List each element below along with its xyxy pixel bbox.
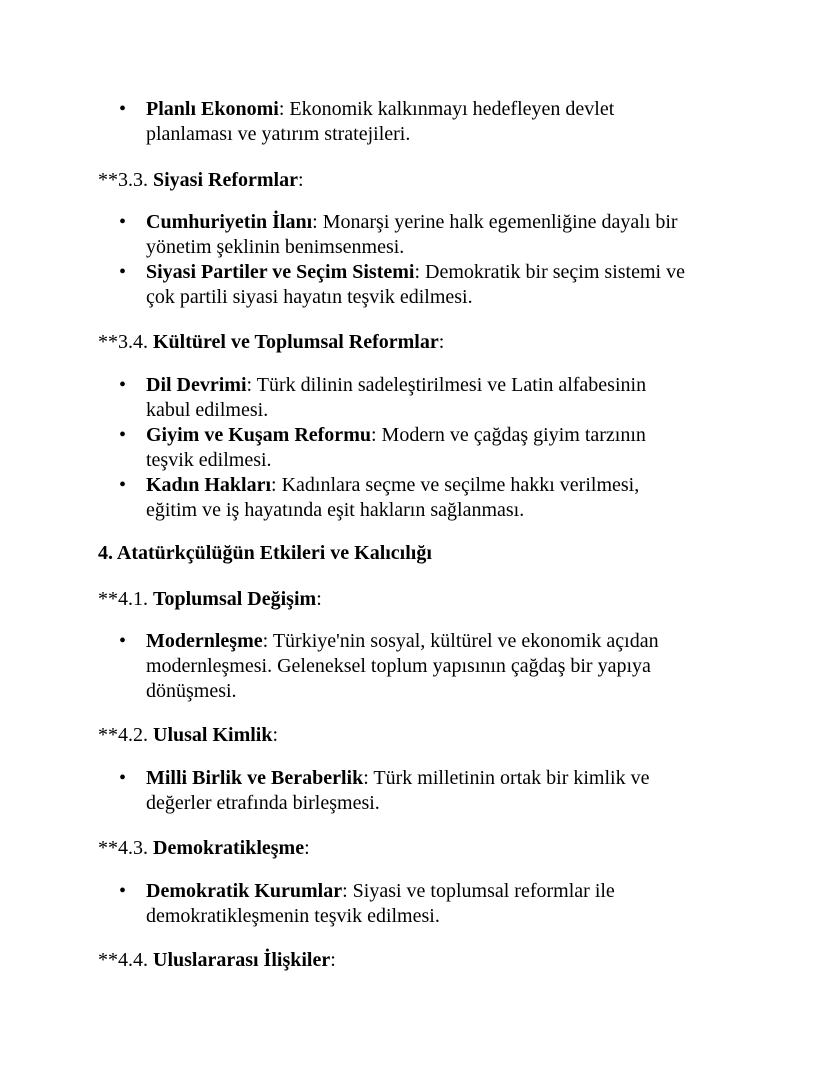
item-title: Kadın Hakları bbox=[146, 474, 272, 496]
item-title: Giyim ve Kuşam Reformu bbox=[146, 424, 371, 446]
item-title: Cumhuriyetin İlanı bbox=[146, 211, 313, 233]
item-title: Milli Birlik ve Beraberlik bbox=[146, 767, 364, 789]
item-text-cont: modernleşmesi. Geleneksel toplum yapısının çağdaş bir yapıya bbox=[146, 655, 651, 677]
item-text-cont: dönüşmesi. bbox=[146, 680, 237, 702]
section-heading-4-1: **4.1. Toplumsal Değişim: bbox=[98, 588, 322, 610]
list-item bbox=[119, 629, 659, 704]
list-item bbox=[119, 879, 615, 929]
bullet-list-4-3 bbox=[119, 879, 615, 929]
bullet-list-4-2 bbox=[119, 766, 650, 816]
list-item bbox=[119, 260, 685, 310]
list-item bbox=[119, 766, 650, 816]
section-heading-4-4: **4.4. Uluslararası İlişkiler: bbox=[98, 949, 336, 971]
item-text-cont: çok partili siyasi hayatın teşvik edilmesi. bbox=[146, 286, 473, 308]
list-item bbox=[119, 97, 615, 147]
item-title: Modernleşme bbox=[146, 630, 263, 652]
bullet-icon: • bbox=[119, 424, 127, 446]
item-text: : Modern ve çağdaş giyim tarzının bbox=[370, 424, 646, 446]
list-item bbox=[119, 473, 646, 523]
item-text-cont: yönetim şeklinin benimsenmesi. bbox=[146, 236, 405, 258]
bullet-icon: • bbox=[119, 474, 127, 496]
list-item bbox=[119, 373, 647, 423]
item-text-cont: değerler etrafında birleşmesi. bbox=[146, 792, 380, 814]
bullet-icon: • bbox=[119, 98, 127, 120]
item-text: : Türk dilinin sadeleştirilmesi ve Latin alfabesinin bbox=[246, 374, 647, 396]
item-text-cont: demokratikleşmenin teşvik edilmesi. bbox=[146, 905, 440, 927]
item-title: Dil Devrimi bbox=[146, 374, 247, 396]
section-heading-3-4: **3.4. Kültürel ve Toplumsal Reformlar: bbox=[98, 331, 445, 353]
item-text: : Türkiye'nin sosyal, kültürel ve ekonomik açıdan bbox=[262, 630, 659, 652]
bullet-icon: • bbox=[119, 880, 127, 902]
bullet-icon: • bbox=[119, 767, 127, 789]
list-item bbox=[119, 210, 685, 260]
item-title: Demokratik Kurumlar bbox=[146, 880, 343, 902]
chapter-heading-4: 4. Atatürkçülüğün Etkileri ve Kalıcılığı bbox=[98, 542, 432, 564]
item-text: : Kadınlara seçme ve seçilme hakkı verilmesi, bbox=[271, 474, 640, 496]
bullet-list-3-3 bbox=[119, 210, 685, 310]
list-item bbox=[119, 423, 646, 473]
bullet-list-3-4 bbox=[119, 373, 647, 523]
bullet-icon: • bbox=[119, 261, 127, 283]
item-title: Siyasi Partiler ve Seçim Sistemi bbox=[146, 261, 415, 283]
item-text: : Demokratik bir seçim sistemi ve bbox=[414, 261, 685, 283]
item-text-cont: eğitim ve iş hayatında eşit hakların sağlanması. bbox=[146, 499, 525, 521]
section-heading-3-3: **3.3. Siyasi Reformlar: bbox=[98, 169, 304, 191]
bullet-list-economy bbox=[119, 97, 615, 147]
item-title: Planlı Ekonomi bbox=[146, 98, 279, 120]
bullet-icon: • bbox=[119, 211, 127, 233]
item-text: : Ekonomik kalkınmayı hedefleyen devlet bbox=[278, 98, 615, 120]
item-text-cont: planlaması ve yatırım stratejileri. bbox=[146, 123, 411, 145]
item-text-cont: kabul edilmesi. bbox=[146, 399, 269, 421]
bullet-icon: • bbox=[119, 630, 127, 652]
section-heading-4-2: **4.2. Ulusal Kimlik: bbox=[98, 724, 279, 746]
item-text: : Monarşi yerine halk egemenliğine dayalı bir bbox=[312, 211, 678, 233]
bullet-icon: • bbox=[119, 374, 127, 396]
item-text-cont: teşvik edilmesi. bbox=[146, 449, 272, 471]
section-heading-4-3: **4.3. Demokratikleşme: bbox=[98, 837, 310, 859]
item-text: : Siyasi ve toplumsal reformlar ile bbox=[342, 880, 615, 902]
bullet-list-4-1 bbox=[119, 629, 659, 704]
item-text: : Türk milletinin ortak bir kimlik ve bbox=[363, 767, 650, 789]
